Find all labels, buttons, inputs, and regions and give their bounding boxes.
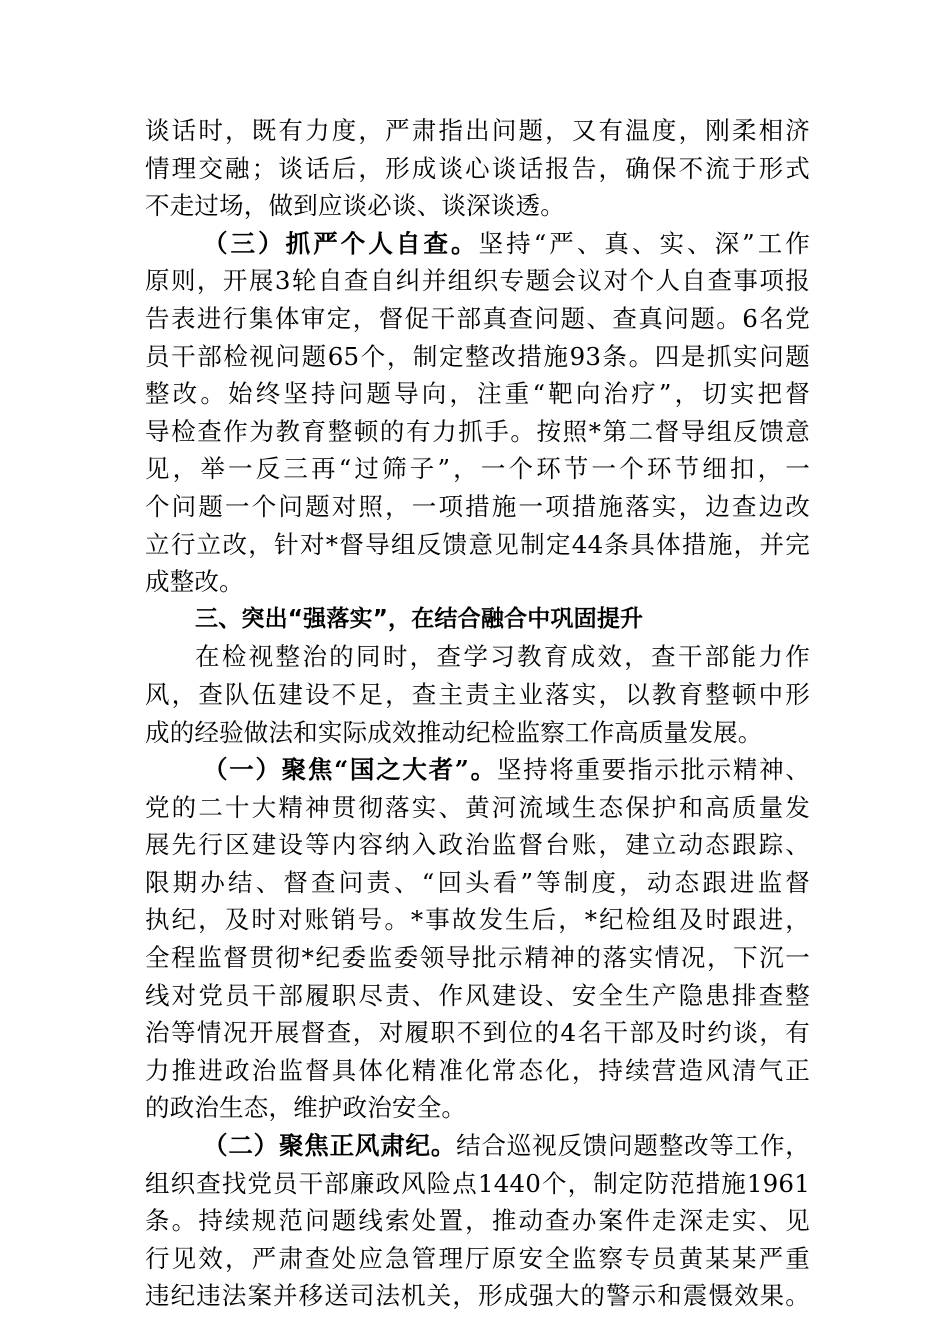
line-text: 情理交融；谈话后，形成谈心谈话报告，确保不流于形式 <box>145 153 810 183</box>
paragraph-3-start <box>145 225 810 263</box>
text-line-16 <box>145 676 810 714</box>
line-text: 治等情况开展督查，对履职不到位的4名干部及时约谈，有 <box>145 1018 810 1048</box>
text-line-30 <box>145 1202 810 1240</box>
line-text: 力推进政治监督具体化精准化常态化，持续营造风清气正 <box>145 1055 810 1085</box>
line-text: 原则，开展3轮自查自纠并组织专题会议对个人自查事项报 <box>145 266 810 296</box>
line-text: 限期办结、督查问责、“回头看”等制度，动态跟进监督 <box>145 867 810 897</box>
line-text: 结合巡视反馈问题整改等工作， <box>456 1131 810 1161</box>
text-line-11 <box>145 488 810 526</box>
document-page <box>145 112 810 1315</box>
text-line-20 <box>145 826 810 864</box>
line-text: 在检视整治的同时，查学习教育成效，查干部能力作 <box>195 642 810 672</box>
line-text: 不走过场，做到应谈必谈、谈深谈透。 <box>145 191 565 221</box>
line-text: 见，举一反三再“过筛子”，一个环节一个环节细扣，一 <box>145 454 810 484</box>
text-line-22 <box>145 901 810 939</box>
line-text: 党的二十大精神贯彻落实、黄河流域生态保护和高质量发 <box>145 792 810 822</box>
line-text: 整改。始终坚持问题导向，注重“靶向治疗”，切实把督 <box>145 379 810 409</box>
text-line-10 <box>145 450 810 488</box>
line-text: 成整改。 <box>145 567 244 597</box>
text-line-21 <box>145 864 810 902</box>
line-text: 展先行区建设等内容纳入政治监督台账，建立动态跟踪、 <box>145 830 810 860</box>
heading-text: 三、突出“强落实”，在结合融合中巩固提升 <box>195 605 644 632</box>
text-line-15 <box>145 638 810 676</box>
line-text: 全程监督贯彻*纪委监委领导批示精神的落实情况，下沉一 <box>145 943 810 973</box>
line-text: 违纪违法案并移送司法机关，形成强大的警示和震慑效果。 <box>145 1281 810 1311</box>
paragraph-two-start <box>145 1127 810 1165</box>
line-text: 告表进行集体审定，督促干部真查问题、查真问题。6名党 <box>145 303 810 333</box>
text-line-24 <box>145 977 810 1015</box>
text-line-8 <box>145 375 810 413</box>
section-heading-three <box>145 601 810 639</box>
text-line-1 <box>145 112 810 150</box>
subheading-two: （二）聚焦正风肃纪。 <box>203 1131 457 1161</box>
text-line-26 <box>145 1052 810 1090</box>
text-line-7 <box>145 338 810 376</box>
line-text: 坚持将重要指示批示精神、 <box>496 755 810 785</box>
text-line-25 <box>145 1014 810 1052</box>
line-text: 谈话时，既有力度，严肃指出问题，又有温度，刚柔相济 <box>145 116 810 145</box>
text-line-2 <box>145 150 810 188</box>
text-line-32 <box>145 1277 810 1315</box>
line-text: 执纪，及时对账销号。*事故发生后，*纪检组及时跟进， <box>145 905 810 935</box>
line-text: 坚持“严、真、实、深”工作 <box>478 228 811 258</box>
text-line-13 <box>145 563 810 601</box>
line-text: 组织查找党员干部廉政风险点1440个，制定防范措施1961 <box>145 1168 810 1198</box>
text-line-9 <box>145 413 810 451</box>
subheading-three: （三）抓严个人自查。 <box>203 228 479 258</box>
line-text: 风，查队伍建设不足，查主责主业落实，以教育整顿中形 <box>145 679 810 709</box>
text-line-19 <box>145 789 810 827</box>
subheading-one: （一）聚焦“国之大者”。 <box>203 755 497 785</box>
line-text: 导检查作为教育整顿的有力抓手。按照*第二督导组反馈意 <box>145 416 810 446</box>
line-text: 线对党员干部履职尽责、作风建设、安全生产隐患排查整 <box>145 980 810 1010</box>
line-text: 立行立改，针对*督导组反馈意见制定44条具体措施，并完 <box>145 529 810 559</box>
text-line-12 <box>145 526 810 564</box>
line-text: 员干部检视问题65个，制定整改措施93条。四是抓实问题 <box>145 341 810 371</box>
text-line-27 <box>145 1089 810 1127</box>
text-line-6 <box>145 300 810 338</box>
line-text: 行见效，严肃查处应急管理厅原安全监察专员黄某某严重 <box>145 1243 810 1273</box>
text-line-31 <box>145 1240 810 1278</box>
line-text: 条。持续规范问题线索处置，推动查办案件走深走实、见 <box>145 1206 810 1236</box>
text-line-5 <box>145 262 810 300</box>
text-line-3 <box>145 187 810 225</box>
text-line-17 <box>145 714 810 752</box>
paragraph-one-start <box>145 751 810 789</box>
line-text: 成的经验做法和实际成效推动纪检监察工作高质量发展。 <box>145 717 763 747</box>
line-text: 个问题一个问题对照，一项措施一项措施落实，边查边改 <box>145 491 810 521</box>
line-text: 的政治生态，维护政治安全。 <box>145 1093 467 1123</box>
text-line-29 <box>145 1165 810 1203</box>
text-line-23 <box>145 939 810 977</box>
